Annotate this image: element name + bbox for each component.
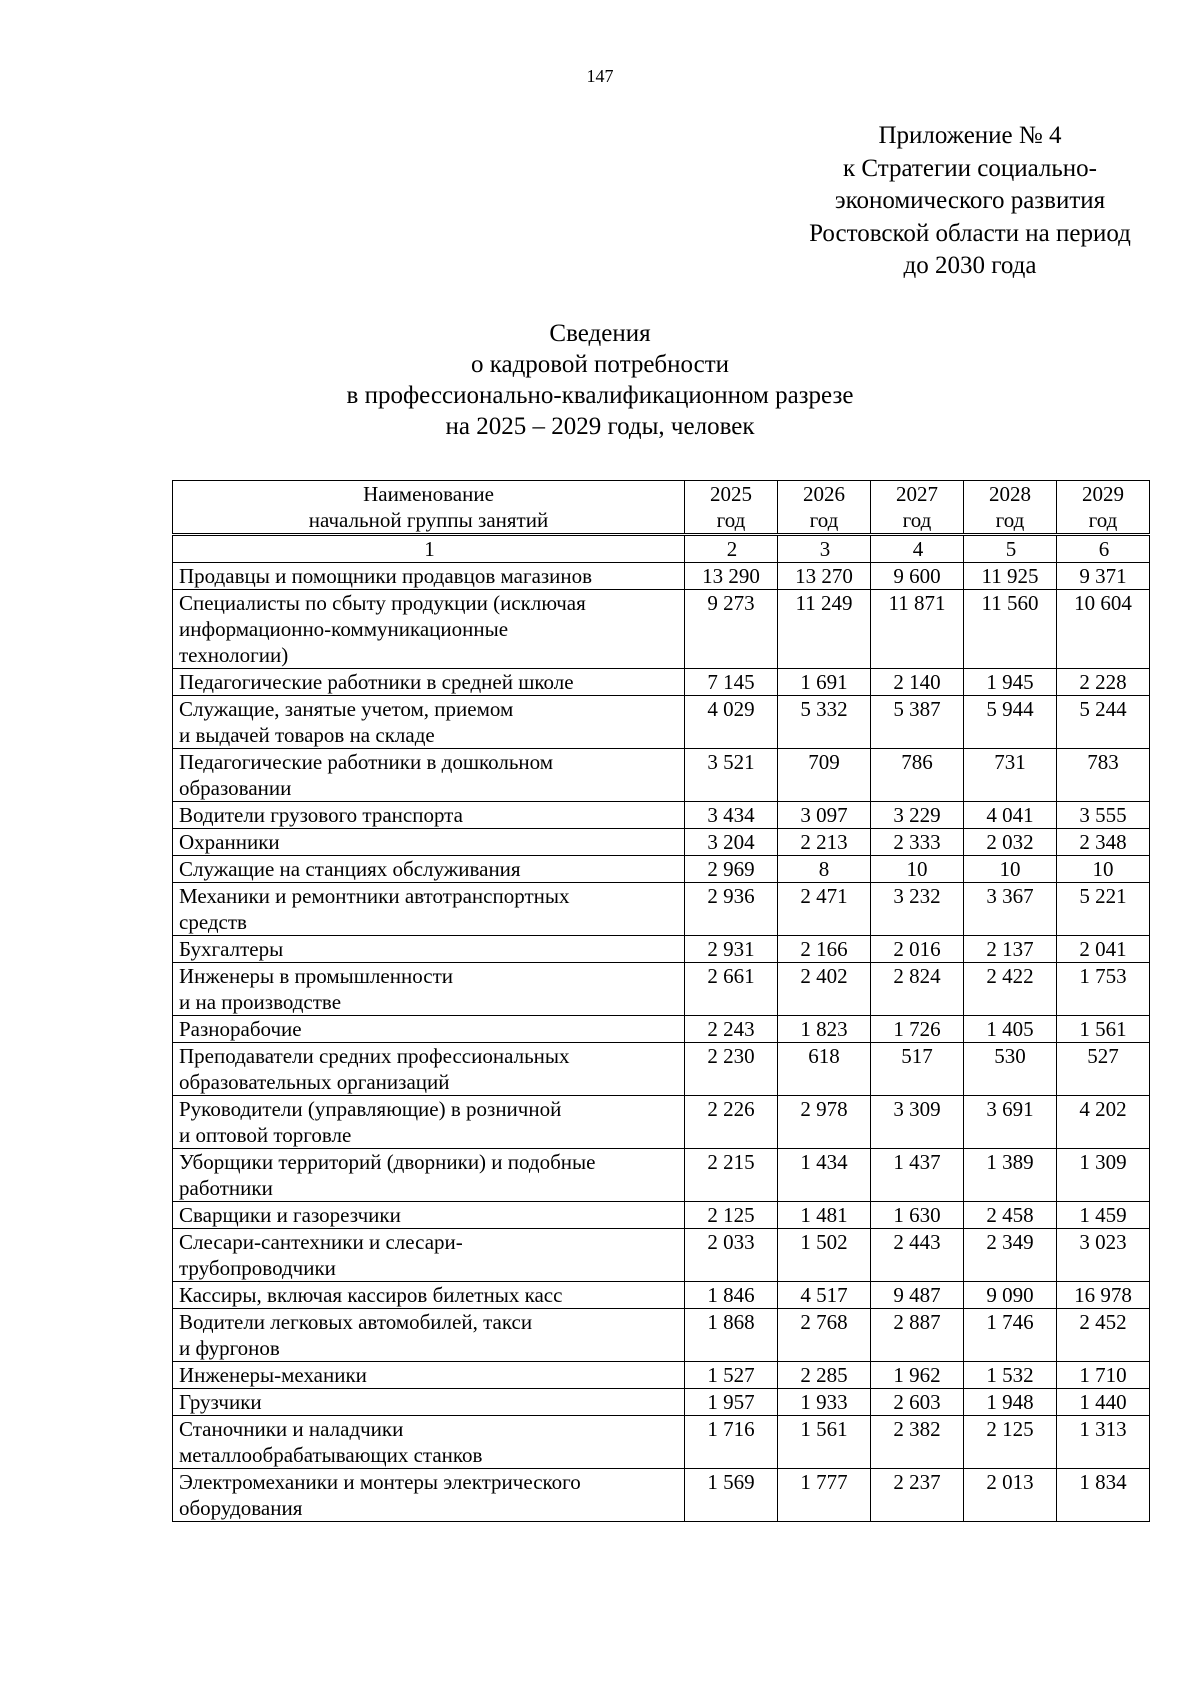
- value-cell-2029: 1 309: [1057, 1149, 1150, 1202]
- value-cell-2026: 4 517: [778, 1282, 871, 1309]
- value-cell-2027: 1 630: [871, 1202, 964, 1229]
- occupation-name-line: образовании: [179, 776, 292, 800]
- value-cell-2029: 9 371: [1057, 563, 1150, 590]
- occupation-name: [173, 696, 685, 749]
- appendix-line: экономического развития: [834, 187, 1106, 214]
- table-row: [173, 829, 1150, 856]
- value-cell-2027: 3 229: [871, 802, 964, 829]
- occupation-name-line: Станочники и наладчики: [179, 1417, 404, 1441]
- value-cell-2025: 1 868: [685, 1309, 778, 1362]
- value-cell-2025: 2 230: [685, 1043, 778, 1096]
- value-cell-2028: 10: [964, 856, 1057, 883]
- value-cell-2027: 517: [871, 1043, 964, 1096]
- value-cell-2025: 7 145: [685, 669, 778, 696]
- value-cell-2029: 2 452: [1057, 1309, 1150, 1362]
- value-cell-2027: 2 382: [871, 1416, 964, 1469]
- occupation-name: [173, 1282, 685, 1309]
- value-cell-2029: 3 555: [1057, 802, 1150, 829]
- value-cell-2025: 13 290: [685, 563, 778, 590]
- value-cell-2026: 3 097: [778, 802, 871, 829]
- value-cell-2027: 2 333: [871, 829, 964, 856]
- occupation-name: [173, 802, 685, 829]
- occupation-name-line: и выдачей товаров на складе: [179, 723, 435, 747]
- value-cell-2028: 530: [964, 1043, 1057, 1096]
- occupation-name: [173, 1469, 685, 1522]
- value-cell-2027: 3 232: [871, 883, 964, 936]
- occupation-name-line: и оптовой торговле: [179, 1123, 352, 1147]
- value-cell-2028: 3 691: [964, 1096, 1057, 1149]
- value-cell-2026: 1 561: [778, 1416, 871, 1469]
- table-row: [173, 590, 1150, 669]
- table-row: [173, 1282, 1150, 1309]
- table-row: [173, 883, 1150, 936]
- value-cell-2025: 1 957: [685, 1389, 778, 1416]
- occupation-name: [173, 1202, 685, 1229]
- table-row: [173, 1362, 1150, 1389]
- occupation-name: [173, 749, 685, 802]
- occupation-name-line: Руководители (управляющие) в розничной: [179, 1097, 562, 1121]
- occupation-name-line: Специалисты по сбыту продукции (исключая: [179, 591, 586, 615]
- value-cell-2028: 1 948: [964, 1389, 1057, 1416]
- table-row: [173, 749, 1150, 802]
- value-cell-2026: 1 933: [778, 1389, 871, 1416]
- header-year-2028: 2028 год: [964, 481, 1057, 535]
- staffing-needs-table: [172, 480, 1150, 1522]
- value-cell-2025: 2 215: [685, 1149, 778, 1202]
- table-row: [173, 1202, 1150, 1229]
- occupation-name-line: образовательных организаций: [179, 1070, 450, 1094]
- value-cell-2026: 2 213: [778, 829, 871, 856]
- value-cell-2025: 1 716: [685, 1416, 778, 1469]
- header-year-2029: 2029 год: [1057, 481, 1150, 535]
- occupation-name-line: средств: [179, 910, 247, 934]
- table-row: [173, 669, 1150, 696]
- occupation-name-line: Разнорабочие: [179, 1017, 302, 1041]
- table-row: [173, 1096, 1150, 1149]
- value-cell-2028: 2 013: [964, 1469, 1057, 1522]
- value-cell-2028: 2 458: [964, 1202, 1057, 1229]
- value-cell-2025: 1 527: [685, 1362, 778, 1389]
- value-cell-2026: 2 285: [778, 1362, 871, 1389]
- value-cell-2026: 11 249: [778, 590, 871, 669]
- value-cell-2029: 1 753: [1057, 963, 1150, 1016]
- occupation-name-line: Педагогические работники в дошкольном: [179, 750, 554, 774]
- value-cell-2029: 1 459: [1057, 1202, 1150, 1229]
- value-cell-2028: 2 137: [964, 936, 1057, 963]
- value-cell-2028: 9 090: [964, 1282, 1057, 1309]
- value-cell-2027: 9 487: [871, 1282, 964, 1309]
- occupation-name-line: работники: [179, 1176, 273, 1200]
- occupation-name-line: Бухгалтеры: [179, 937, 284, 961]
- value-cell-2029: 2 041: [1057, 936, 1150, 963]
- occupation-name: [173, 1096, 685, 1149]
- occupation-name-line: Охранники: [179, 830, 280, 854]
- occupation-name-line: Инженеры-механики: [179, 1363, 367, 1387]
- occupation-name-line: Слесари-сантехники и слесари-: [179, 1230, 463, 1254]
- value-cell-2028: 1 746: [964, 1309, 1057, 1362]
- value-cell-2029: 5 221: [1057, 883, 1150, 936]
- header-year-2025: 2025 год: [685, 481, 778, 535]
- value-cell-2025: 9 273: [685, 590, 778, 669]
- document-title: [200, 318, 1000, 442]
- occupation-name: [173, 883, 685, 936]
- occupation-name-line: и фургонов: [179, 1336, 280, 1360]
- value-cell-2026: 2 768: [778, 1309, 871, 1362]
- value-cell-2028: 11 560: [964, 590, 1057, 669]
- table-row: [173, 856, 1150, 883]
- occupation-name: [173, 1389, 685, 1416]
- value-cell-2026: 2 166: [778, 936, 871, 963]
- value-cell-2029: 783: [1057, 749, 1150, 802]
- value-cell-2026: 1 823: [778, 1016, 871, 1043]
- table-row: [173, 1149, 1150, 1202]
- value-cell-2026: 618: [778, 1043, 871, 1096]
- value-cell-2025: 3 204: [685, 829, 778, 856]
- value-cell-2027: 2 824: [871, 963, 964, 1016]
- occupation-name: [173, 1043, 685, 1096]
- appendix-line: Приложение № 4: [878, 122, 1062, 149]
- occupation-name-line: металлообрабатывающих станков: [179, 1443, 483, 1467]
- value-cell-2027: 786: [871, 749, 964, 802]
- occupation-name-line: Сварщики и газорезчики: [179, 1203, 401, 1227]
- header-occupation-group: Наименование начальной группы занятий: [173, 481, 685, 535]
- value-cell-2027: 5 387: [871, 696, 964, 749]
- value-cell-2027: 2 016: [871, 936, 964, 963]
- table-row: [173, 563, 1150, 590]
- occupation-name-line: Водители легковых автомобилей, такси: [179, 1310, 533, 1334]
- title-line: Сведения: [549, 320, 651, 347]
- column-number-row: [173, 535, 1150, 563]
- table-header-row: [173, 481, 1150, 535]
- occupation-name: [173, 1362, 685, 1389]
- value-cell-2025: 4 029: [685, 696, 778, 749]
- occupation-name-line: Служащие на станциях обслуживания: [179, 857, 521, 881]
- value-cell-2028: 2 125: [964, 1416, 1057, 1469]
- table-row: [173, 1389, 1150, 1416]
- occupation-name-line: Педагогические работники в средней школе: [179, 670, 574, 694]
- value-cell-2025: 2 969: [685, 856, 778, 883]
- value-cell-2026: 1 691: [778, 669, 871, 696]
- occupation-name-line: Кассиры, включая кассиров билетных касс: [179, 1283, 563, 1307]
- value-cell-2027: 11 871: [871, 590, 964, 669]
- table-row: [173, 1469, 1150, 1522]
- occupation-name-line: трубопроводчики: [179, 1256, 336, 1280]
- occupation-name-line: оборудования: [179, 1496, 303, 1520]
- value-cell-2027: 1 437: [871, 1149, 964, 1202]
- occupation-name: [173, 1309, 685, 1362]
- header-year-2026: 2026 год: [778, 481, 871, 535]
- occupation-name-line: технологии): [179, 643, 289, 667]
- table-row: [173, 963, 1150, 1016]
- column-number: 4: [871, 535, 964, 563]
- value-cell-2026: 5 332: [778, 696, 871, 749]
- value-cell-2029: 1 710: [1057, 1362, 1150, 1389]
- value-cell-2026: 2 402: [778, 963, 871, 1016]
- value-cell-2028: 2 422: [964, 963, 1057, 1016]
- header-year-2027: 2027 год: [871, 481, 964, 535]
- column-number: 5: [964, 535, 1057, 563]
- occupation-name-line: Водители грузового транспорта: [179, 803, 463, 827]
- value-cell-2028: 1 532: [964, 1362, 1057, 1389]
- value-cell-2029: 3 023: [1057, 1229, 1150, 1282]
- value-cell-2029: 10 604: [1057, 590, 1150, 669]
- value-cell-2026: 1 502: [778, 1229, 871, 1282]
- occupation-name: [173, 1416, 685, 1469]
- occupation-name-line: Механики и ремонтники автотранспортных: [179, 884, 570, 908]
- title-line: о кадровой потребности: [470, 351, 730, 378]
- value-cell-2029: 10: [1057, 856, 1150, 883]
- value-cell-2029: 2 228: [1057, 669, 1150, 696]
- title-line: на 2025 – 2029 годы, человек: [445, 413, 755, 440]
- value-cell-2027: 2 603: [871, 1389, 964, 1416]
- occupation-name: [173, 1229, 685, 1282]
- value-cell-2029: 1 440: [1057, 1389, 1150, 1416]
- column-number: 2: [685, 535, 778, 563]
- value-cell-2028: 1 389: [964, 1149, 1057, 1202]
- value-cell-2028: 2 349: [964, 1229, 1057, 1282]
- occupation-name: [173, 856, 685, 883]
- value-cell-2029: 4 202: [1057, 1096, 1150, 1149]
- occupation-name-line: Продавцы и помощники продавцов магазинов: [179, 564, 593, 588]
- value-cell-2029: 16 978: [1057, 1282, 1150, 1309]
- value-cell-2027: 10: [871, 856, 964, 883]
- occupation-name-line: и на производстве: [179, 990, 342, 1014]
- table-row: [173, 1016, 1150, 1043]
- value-cell-2025: 2 243: [685, 1016, 778, 1043]
- value-cell-2027: 2 443: [871, 1229, 964, 1282]
- value-cell-2025: 3 521: [685, 749, 778, 802]
- value-cell-2028: 1 945: [964, 669, 1057, 696]
- table-row: [173, 1229, 1150, 1282]
- value-cell-2025: 2 033: [685, 1229, 778, 1282]
- value-cell-2026: 2 978: [778, 1096, 871, 1149]
- value-cell-2028: 1 405: [964, 1016, 1057, 1043]
- value-cell-2025: 3 434: [685, 802, 778, 829]
- value-cell-2029: 527: [1057, 1043, 1150, 1096]
- occupation-name-line: Уборщики территорий (дворники) и подобные: [179, 1150, 596, 1174]
- value-cell-2029: 2 348: [1057, 829, 1150, 856]
- occupation-name: [173, 936, 685, 963]
- occupation-name-line: Служащие, занятые учетом, приемом: [179, 697, 514, 721]
- table-row: [173, 696, 1150, 749]
- value-cell-2025: 2 661: [685, 963, 778, 1016]
- occupation-name: [173, 563, 685, 590]
- value-cell-2025: 2 936: [685, 883, 778, 936]
- value-cell-2025: 2 931: [685, 936, 778, 963]
- appendix-line: до 2030 года: [903, 252, 1037, 279]
- value-cell-2025: 1 846: [685, 1282, 778, 1309]
- value-cell-2026: 709: [778, 749, 871, 802]
- occupation-name-line: Преподаватели средних профессиональных: [179, 1044, 570, 1068]
- value-cell-2025: 2 125: [685, 1202, 778, 1229]
- occupation-name: [173, 1149, 685, 1202]
- occupation-name: [173, 1016, 685, 1043]
- value-cell-2025: 2 226: [685, 1096, 778, 1149]
- value-cell-2029: 1 561: [1057, 1016, 1150, 1043]
- occupation-name: [173, 590, 685, 669]
- value-cell-2028: 2 032: [964, 829, 1057, 856]
- occupation-name-line: Инженеры в промышленности: [179, 964, 453, 988]
- value-cell-2027: 3 309: [871, 1096, 964, 1149]
- appendix-line: к Стратегии социально-: [843, 154, 1097, 182]
- value-cell-2027: 1 962: [871, 1362, 964, 1389]
- table-row: [173, 936, 1150, 963]
- value-cell-2027: 2 887: [871, 1309, 964, 1362]
- appendix-line: Ростовской области на период: [809, 219, 1131, 247]
- table-row: [173, 1416, 1150, 1469]
- occupation-name: [173, 829, 685, 856]
- table-row: [173, 1043, 1150, 1096]
- value-cell-2026: 2 471: [778, 883, 871, 936]
- value-cell-2028: 731: [964, 749, 1057, 802]
- value-cell-2026: 1 481: [778, 1202, 871, 1229]
- table-row: [173, 802, 1150, 829]
- value-cell-2026: 1 777: [778, 1469, 871, 1522]
- value-cell-2026: 1 434: [778, 1149, 871, 1202]
- column-number: 6: [1057, 535, 1150, 563]
- value-cell-2028: 3 367: [964, 883, 1057, 936]
- value-cell-2027: 2 237: [871, 1469, 964, 1522]
- occupation-name-line: Электромеханики и монтеры электрического: [179, 1470, 581, 1494]
- occupation-name: [173, 963, 685, 1016]
- value-cell-2027: 1 726: [871, 1016, 964, 1043]
- value-cell-2029: 1 313: [1057, 1416, 1150, 1469]
- value-cell-2027: 2 140: [871, 669, 964, 696]
- title-line: в профессионально-квалификационном разрезе: [346, 382, 854, 409]
- occupation-name: [173, 669, 685, 696]
- page-number: 147: [586, 66, 614, 86]
- table-row: [173, 1309, 1150, 1362]
- value-cell-2028: 5 944: [964, 696, 1057, 749]
- value-cell-2028: 11 925: [964, 563, 1057, 590]
- value-cell-2029: 5 244: [1057, 696, 1150, 749]
- occupation-name-line: Грузчики: [179, 1390, 262, 1414]
- value-cell-2026: 13 270: [778, 563, 871, 590]
- occupation-name-line: информационно-коммуникационные: [179, 617, 509, 641]
- column-number: 1: [173, 535, 685, 563]
- appendix-note: [760, 120, 1180, 283]
- column-number: 3: [778, 535, 871, 563]
- value-cell-2025: 1 569: [685, 1469, 778, 1522]
- value-cell-2027: 9 600: [871, 563, 964, 590]
- value-cell-2026: 8: [778, 856, 871, 883]
- value-cell-2029: 1 834: [1057, 1469, 1150, 1522]
- value-cell-2028: 4 041: [964, 802, 1057, 829]
